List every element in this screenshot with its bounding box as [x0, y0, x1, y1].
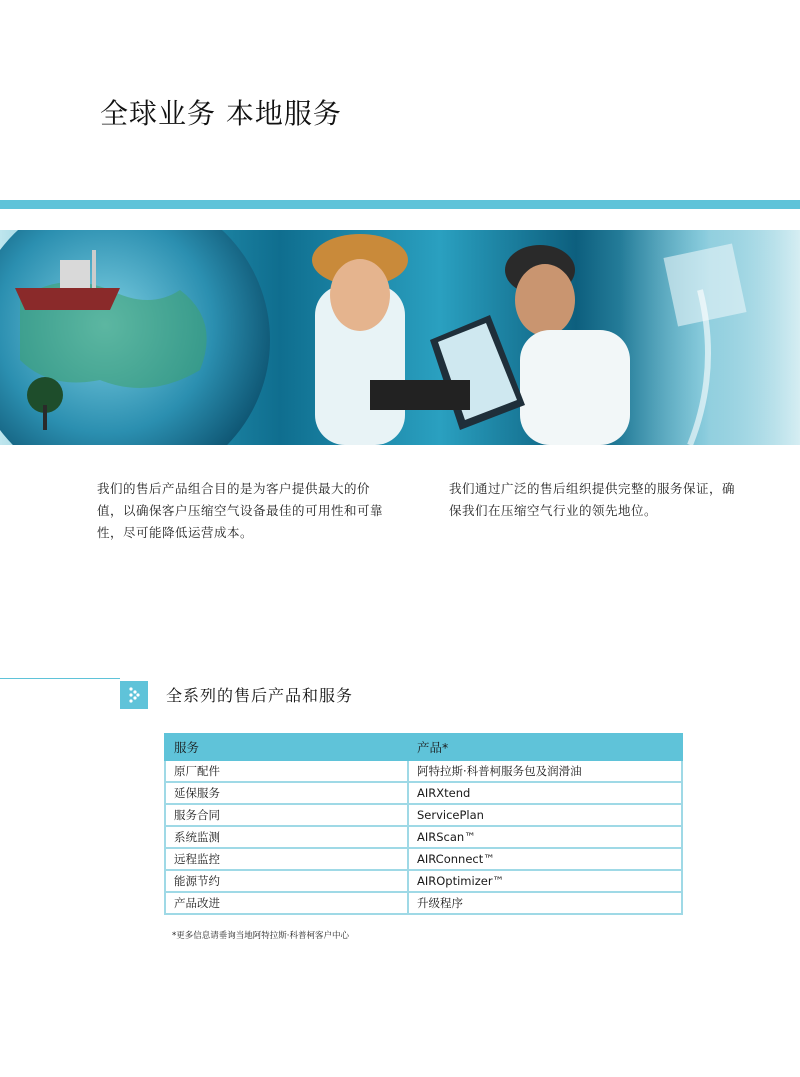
intro-right-paragraph: 我们通过广泛的售后组织提供完整的服务保证，确保我们在压缩空气行业的领先地位。: [449, 481, 736, 518]
service-cell: 远程监控: [165, 848, 408, 870]
table-row: [165, 848, 682, 870]
table-row: [165, 870, 682, 892]
dots-arrow-icon: [120, 681, 148, 709]
product-cell: AIRXtend: [408, 782, 682, 804]
service-cell: 延保服务: [165, 782, 408, 804]
table-row: [165, 760, 682, 782]
table-row: [165, 826, 682, 848]
product-cell: AIRConnect™: [408, 848, 682, 870]
section-rule: [0, 678, 120, 679]
ship-graphic: [15, 288, 120, 310]
intro-left-paragraph: 我们的售后产品组合目的是为客户提供最大的价值，以确保客户压缩空气设备最佳的可用性和可靠性，尽可能降低运营成本。: [97, 481, 384, 540]
top-accent-band: [0, 200, 800, 209]
header-service: 服务: [165, 734, 408, 760]
table-row: [165, 804, 682, 826]
table-header-row: [165, 734, 682, 760]
table-row: [165, 782, 682, 804]
product-cell: 阿特拉斯·科普柯服务包及润滑油: [408, 760, 682, 782]
footnote: *更多信息请垂询当地阿特拉斯·科普柯客户中心: [172, 931, 349, 941]
product-cell: AIRScan™: [408, 826, 682, 848]
section-title: 全系列的售后产品和服务: [166, 686, 354, 705]
table-row: [165, 892, 682, 914]
service-cell: 系统监测: [165, 826, 408, 848]
product-cell: ServicePlan: [408, 804, 682, 826]
product-cell: AIROptimizer™: [408, 870, 682, 892]
person-graphic-2: [520, 330, 630, 445]
product-cell: 升级程序: [408, 892, 682, 914]
services-table: [164, 733, 683, 915]
hero-image: [0, 230, 800, 445]
page-title: 全球业务 本地服务: [100, 97, 342, 130]
header-product: 产品*: [408, 734, 682, 760]
service-cell: 原厂配件: [165, 760, 408, 782]
service-cell: 产品改进: [165, 892, 408, 914]
service-cell: 能源节约: [165, 870, 408, 892]
service-cell: 服务合同: [165, 804, 408, 826]
hero-illustration: [0, 230, 800, 445]
